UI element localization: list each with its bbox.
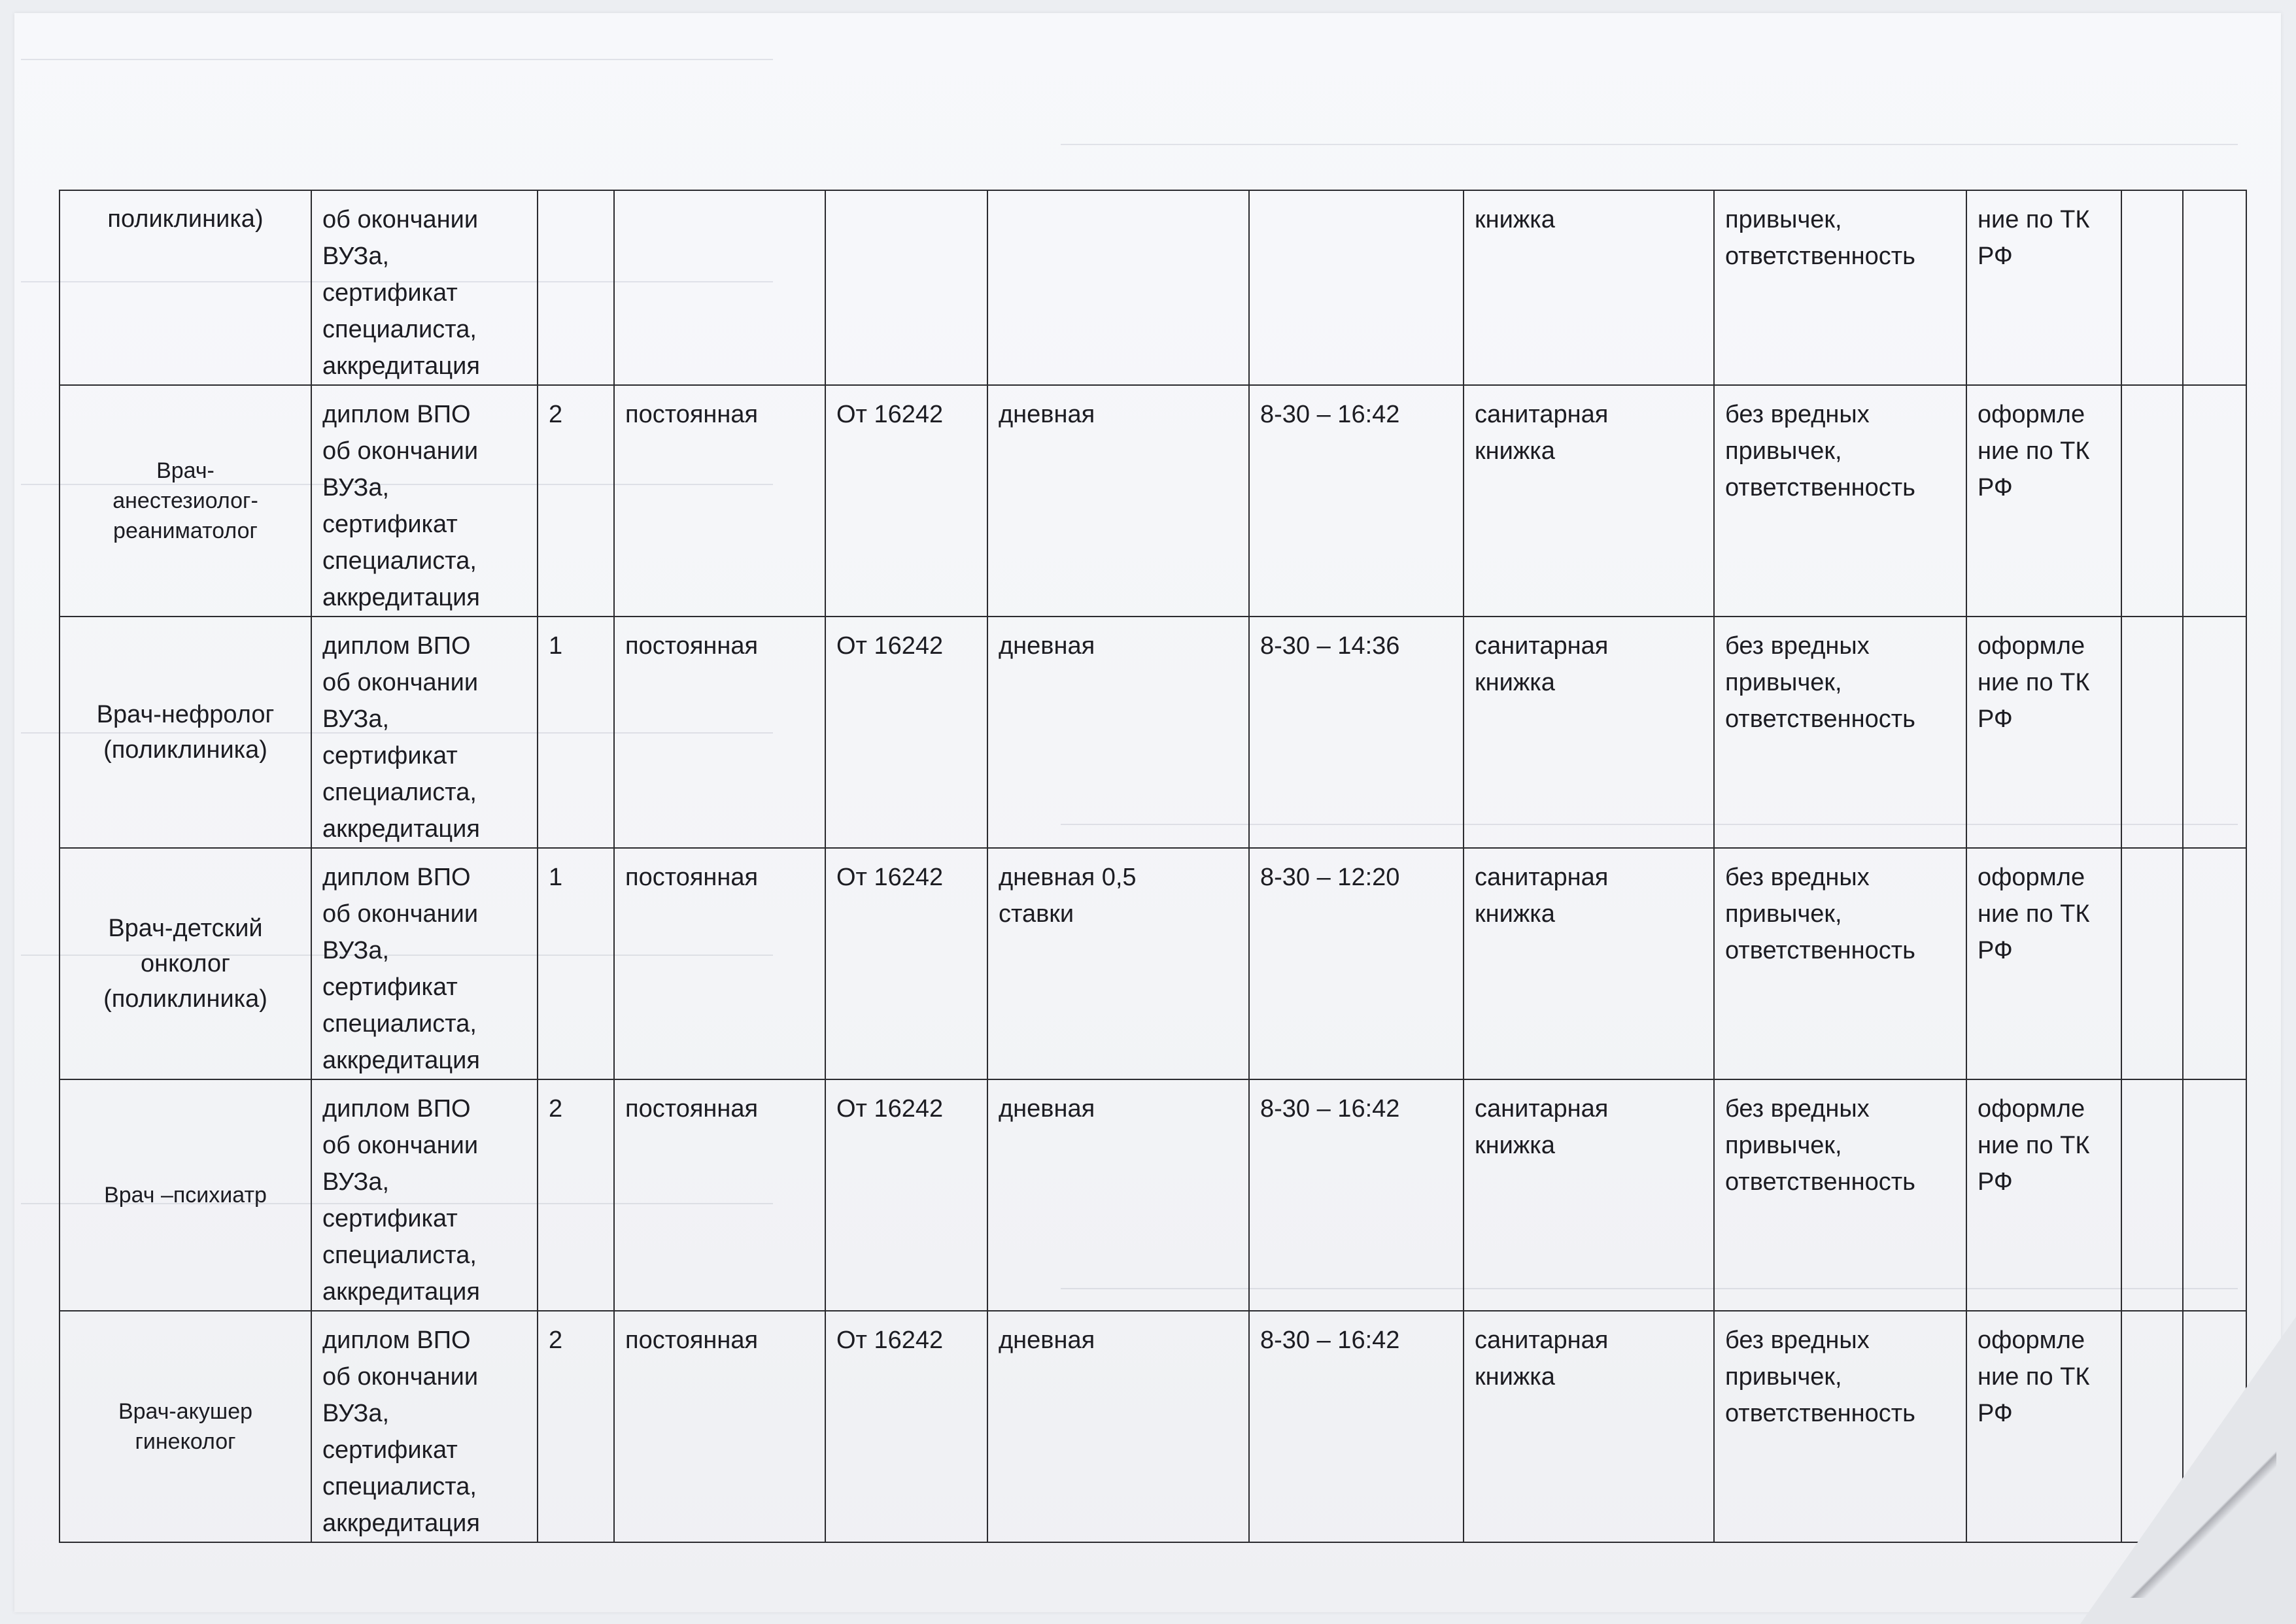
education-cell: диплом ВПО об окончании ВУЗа, сертификат специалиста, аккредитация — [311, 848, 538, 1079]
page-curl-shadow — [2119, 1428, 2276, 1598]
documents-cell: санитарная книжка — [1464, 1311, 1714, 1542]
position-cell: Врач- анестезиолог- реаниматолог — [60, 385, 311, 617]
position-cell: Врач-нефролог (поликлиника) — [60, 617, 311, 848]
education-cell: диплом ВПО об окончании ВУЗа, сертификат специалиста, аккредитация — [311, 617, 538, 848]
extra-cell — [2121, 385, 2183, 617]
count-cell: 2 — [538, 1311, 614, 1542]
schedule-cell: дневная — [987, 1079, 1249, 1311]
terms-cell: оформле ние по ТК РФ — [1966, 617, 2121, 848]
table-row — [60, 190, 2246, 385]
terms-cell: ние по ТК РФ — [1966, 190, 2121, 385]
schedule-cell: дневная — [987, 617, 1249, 848]
salary-cell: От 16242 — [825, 1311, 987, 1542]
position-cell: поликлиника) — [60, 190, 311, 385]
education-cell: об окончании ВУЗа, сертификат специалиста, аккредитация — [311, 190, 538, 385]
position-cell: Врач-акушер гинеколог — [60, 1311, 311, 1542]
count-cell — [538, 190, 614, 385]
extra-cell — [2183, 617, 2246, 848]
count-cell: 2 — [538, 1079, 614, 1311]
requirements-cell: без вредных привычек, ответственность — [1714, 617, 1966, 848]
requirements-cell: без вредных привычек, ответственность — [1714, 1079, 1966, 1311]
extra-cell — [2183, 190, 2246, 385]
table-row — [60, 1079, 2246, 1311]
table-row — [60, 385, 2246, 617]
salary-cell — [825, 190, 987, 385]
salary-cell: От 16242 — [825, 617, 987, 848]
hours-cell: 8-30 – 14:36 — [1249, 617, 1464, 848]
requirements-cell: без вредных привычек, ответственность — [1714, 848, 1966, 1079]
education-cell: диплом ВПО об окончании ВУЗа, сертификат специалиста, аккредитация — [311, 385, 538, 617]
employment-cell: постоянная — [614, 1311, 825, 1542]
schedule-cell — [987, 190, 1249, 385]
schedule-cell: дневная 0,5 ставки — [987, 848, 1249, 1079]
terms-cell: оформле ние по ТК РФ — [1966, 1079, 2121, 1311]
education-cell: диплом ВПО об окончании ВУЗа, сертификат специалиста, аккредитация — [311, 1079, 538, 1311]
hours-cell: 8-30 – 16:42 — [1249, 1311, 1464, 1542]
documents-cell: санитарная книжка — [1464, 1079, 1714, 1311]
extra-cell — [2121, 848, 2183, 1079]
schedule-cell: дневная — [987, 385, 1249, 617]
requirements-cell: привычек, ответственность — [1714, 190, 1966, 385]
terms-cell: оформле ние по ТК РФ — [1966, 1311, 2121, 1542]
documents-cell: санитарная книжка — [1464, 848, 1714, 1079]
count-cell: 2 — [538, 385, 614, 617]
education-cell: диплом ВПО об окончании ВУЗа, сертификат специалиста, аккредитация — [311, 1311, 538, 1542]
extra-cell — [2183, 1079, 2246, 1311]
hours-cell: 8-30 – 16:42 — [1249, 385, 1464, 617]
documents-cell: книжка — [1464, 190, 1714, 385]
employment-cell — [614, 190, 825, 385]
salary-cell: От 16242 — [825, 385, 987, 617]
requirements-cell: без вредных привычек, ответственность — [1714, 1311, 1966, 1542]
hours-cell: 8-30 – 16:42 — [1249, 1079, 1464, 1311]
employment-cell: постоянная — [614, 617, 825, 848]
schedule-cell: дневная — [987, 1311, 1249, 1542]
extra-cell — [2121, 1079, 2183, 1311]
bleed-through-line — [21, 59, 773, 60]
requirements-cell: без вредных привычек, ответственность — [1714, 385, 1966, 617]
count-cell: 1 — [538, 848, 614, 1079]
table-row — [60, 1311, 2246, 1542]
extra-cell — [2183, 385, 2246, 617]
extra-cell — [2121, 617, 2183, 848]
table-row — [60, 848, 2246, 1079]
extra-cell — [2121, 190, 2183, 385]
employment-cell: постоянная — [614, 848, 825, 1079]
hours-cell: 8-30 – 12:20 — [1249, 848, 1464, 1079]
terms-cell: оформле ние по ТК РФ — [1966, 385, 2121, 617]
documents-cell: санитарная книжка — [1464, 385, 1714, 617]
bleed-through-line — [1061, 144, 2238, 145]
documents-cell: санитарная книжка — [1464, 617, 1714, 848]
extra-cell — [2183, 848, 2246, 1079]
position-cell: Врач –психиатр — [60, 1079, 311, 1311]
vacancies-table — [59, 190, 2247, 1543]
salary-cell: От 16242 — [825, 848, 987, 1079]
table-row — [60, 617, 2246, 848]
hours-cell — [1249, 190, 1464, 385]
employment-cell: постоянная — [614, 385, 825, 617]
position-cell: Врач-детский онколог (поликлиника) — [60, 848, 311, 1079]
count-cell: 1 — [538, 617, 614, 848]
terms-cell: оформле ние по ТК РФ — [1966, 848, 2121, 1079]
salary-cell: От 16242 — [825, 1079, 987, 1311]
employment-cell: постоянная — [614, 1079, 825, 1311]
